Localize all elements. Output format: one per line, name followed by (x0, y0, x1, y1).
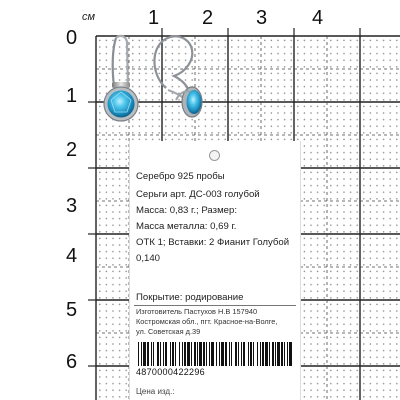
barcode-bar (151, 342, 152, 366)
barcode-bar (231, 342, 232, 366)
ruler-left-label-4: 4 (66, 245, 78, 267)
ruler-left-label-5: 5 (66, 299, 78, 321)
barcode-bar (238, 342, 239, 366)
barcode-bar (147, 342, 149, 366)
tag-line-2: Серьги арт. ДС-003 голубой (136, 189, 260, 200)
barcode-bar (157, 342, 159, 366)
barcode-bar (163, 342, 164, 366)
barcode-bar (199, 342, 202, 366)
right-earring (154, 36, 202, 117)
barcode-bar (287, 342, 288, 366)
barcode-bar (235, 342, 237, 366)
barcode-number: 4870000422296 (136, 367, 205, 377)
barcode-bar (272, 342, 274, 366)
left-earring (104, 36, 138, 121)
maker-line-2: Костромская обл., пгт. Красное-на-Волге, (136, 317, 278, 326)
barcode-bar (257, 342, 258, 366)
barcode-bar (182, 342, 183, 366)
barcode-bar (216, 342, 217, 366)
barcode-bar (277, 342, 280, 366)
tag-divider (134, 305, 296, 306)
barcode-bar (184, 342, 186, 366)
ruler-top-label-2: 2 (202, 7, 214, 29)
barcode-bar (191, 342, 192, 366)
ruler-top-label-4: 4 (312, 7, 324, 29)
barcode-bar (211, 342, 214, 366)
barcode-bar (138, 342, 139, 366)
barcode-bar (243, 342, 245, 366)
barcode-bar (175, 342, 176, 366)
barcode-bar (209, 342, 210, 366)
tag-line-5: ОТК 1; Вставки: 2 Фианит Голубой (136, 237, 290, 248)
barcode-bar (275, 342, 276, 366)
barcode-bar (241, 342, 242, 366)
barcode-bar (289, 342, 292, 366)
barcode-bar (143, 342, 146, 366)
unit-label: см (82, 11, 96, 23)
price-label: Цена изд.: (136, 387, 175, 396)
barcode-bar (170, 342, 171, 366)
barcode-bar (269, 342, 270, 366)
ruler-top-label-1: 1 (148, 7, 160, 29)
ruler-left-label-6: 6 (66, 351, 78, 373)
tag-line-6: 0,140 (136, 253, 161, 264)
product-tag (129, 141, 301, 400)
ruler-top-label-3: 3 (256, 7, 268, 29)
ruler-left-label-3: 3 (66, 195, 78, 217)
barcode-bar (194, 342, 196, 366)
barcode-bar (206, 342, 207, 366)
barcode-bar (153, 342, 154, 366)
barcode-bar (187, 342, 190, 366)
ruler-left-label-1: 1 (66, 85, 78, 107)
barcode-bar (248, 342, 249, 366)
ruler-left-label-2: 2 (66, 139, 78, 161)
ruler-left-label-0: 0 (66, 27, 78, 49)
barcode-bar (221, 342, 224, 366)
barcode-bar (253, 342, 254, 366)
barcode-bar (265, 342, 268, 366)
tag-line-1: Серебро 925 пробы (136, 171, 225, 182)
barcode-bar (225, 342, 227, 366)
barcode (136, 342, 294, 366)
barcode-bar (165, 342, 167, 366)
barcode-bar (179, 342, 180, 366)
barcode-bar (141, 342, 142, 366)
barcode-bar (284, 342, 285, 366)
barcode-bar (229, 342, 230, 366)
barcode-bar (262, 342, 264, 366)
barcode-bar (160, 342, 161, 366)
barcode-bar (250, 342, 252, 366)
barcode-bar (203, 342, 205, 366)
tag-hole (209, 150, 220, 161)
coating-line: Покрытие: родирование (136, 292, 244, 303)
tag-line-3: Масса: 0,83 г.; Размер: (136, 205, 237, 216)
barcode-bar (219, 342, 220, 366)
maker-line-1: Изготовитель Пастухов Н.В 157940 (136, 307, 258, 316)
barcode-bar (281, 342, 283, 366)
barcode-bar (172, 342, 174, 366)
barcode-bar (197, 342, 198, 366)
barcode-bar (260, 342, 261, 366)
maker-line-3: ул. Советская д.39 (136, 327, 201, 336)
tag-line-4: Масса металла: 0,69 г. (136, 221, 237, 232)
